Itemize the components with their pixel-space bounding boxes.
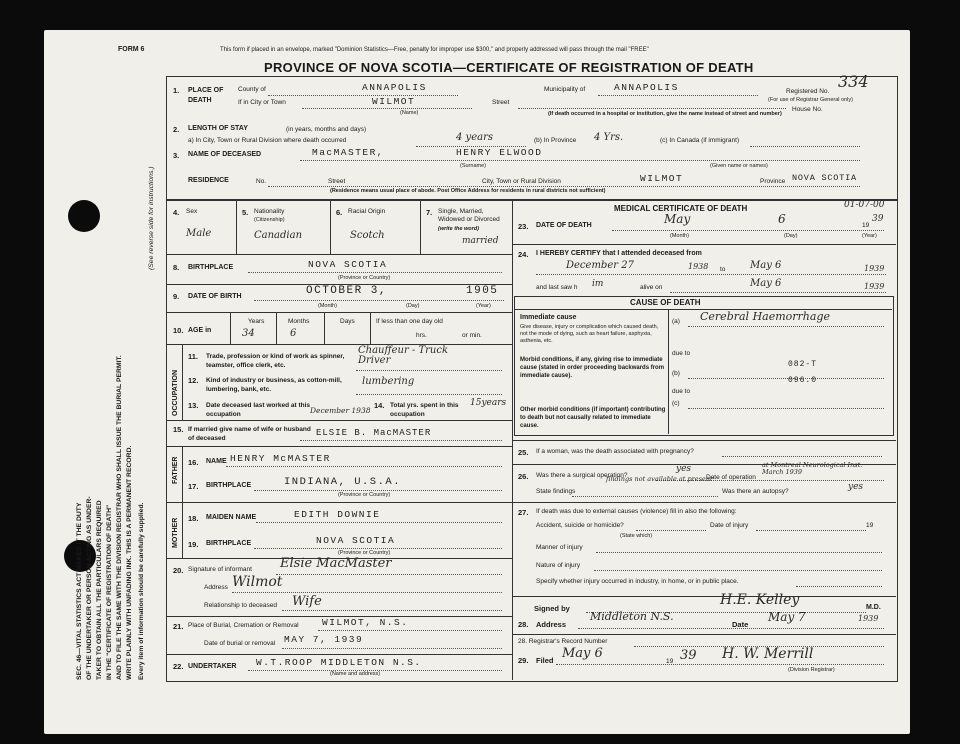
- residence-street-label: Street: [328, 178, 346, 185]
- mother-name-line: [256, 522, 502, 523]
- filed-label: Filed: [536, 656, 554, 665]
- cause-b-line: [688, 378, 884, 379]
- autopsy-label: Was there an autopsy?: [722, 488, 789, 495]
- mother-maiden-name-value: EDITH DOWNIE: [294, 509, 381, 520]
- specify-label: Specify whether injury occurred in industry, in home, or in public place.: [536, 578, 739, 585]
- divider: [182, 502, 183, 558]
- surname-caption: (Surname): [460, 163, 486, 169]
- item-number: 9.: [173, 292, 180, 301]
- divider: [182, 446, 183, 502]
- dob-value: OCTOBER 3,: [306, 285, 388, 297]
- divider: [166, 654, 512, 655]
- divider: [512, 440, 896, 441]
- operation-date-value: at Montreal Neurological Inst. March 1939: [762, 461, 863, 476]
- divider: [230, 312, 231, 344]
- side-line: IN THE "CERTIFICATE OF REGISTRATION OF DEATH": [106, 504, 113, 680]
- surname-value: MacMASTER,: [312, 147, 385, 158]
- item-number: 23.: [518, 222, 529, 231]
- marital-caption: (write the word): [438, 226, 479, 232]
- item-number: 25.: [518, 448, 529, 457]
- total-years-label: Total yrs. spent in this occupation: [390, 402, 459, 418]
- hospital-note: (If death occurred in a hospital or institution, give the name instead of street and number): [548, 111, 782, 117]
- alive-on-label: alive on: [640, 284, 663, 291]
- attended-from-value: December 27: [566, 260, 634, 271]
- immediate-cause-note: Give disease, injury or complication which caused death, not the mode of dying, such as heart failure, asphyxia, asthenia, etc.: [520, 324, 659, 344]
- total-years-value: 15years: [470, 398, 507, 408]
- divider: [512, 244, 896, 245]
- manner-line: [596, 552, 882, 553]
- length-of-stay-note: (in years, months and days): [286, 126, 367, 133]
- city-value: WILMOT: [372, 96, 416, 107]
- specify-line: [796, 586, 882, 587]
- industry-value: lumbering: [362, 376, 415, 387]
- birthplace-line: [248, 272, 502, 273]
- cause-b-code: 082-T: [788, 360, 818, 369]
- father-birthplace-value: INDIANA, U.S.A.: [284, 476, 402, 488]
- house-no-label: House No.: [792, 106, 823, 113]
- page-title: PROVINCE OF NOVA SCOTIA—CERTIFICATE OF REGISTRATION OF DEATH: [264, 60, 754, 75]
- relationship-value: Wife: [292, 594, 322, 609]
- nationality-value: Canadian: [254, 230, 303, 241]
- birthplace-label: BIRTHPLACE: [188, 264, 234, 271]
- cause-of-death-heading: CAUSE OF DEATH: [630, 298, 701, 307]
- nationality-label: Nationality: [254, 208, 285, 215]
- divider: [324, 312, 325, 344]
- stay-city-label: a) In City, Town or Rural Division where death occurred: [188, 137, 347, 144]
- item-number: 14.: [374, 401, 385, 410]
- stay-canada-line: [750, 146, 860, 147]
- nature-label: Nature of injury: [536, 562, 581, 569]
- days-label: Days: [340, 318, 355, 325]
- county-label: County of: [238, 86, 266, 93]
- md-label: M.D.: [866, 604, 881, 611]
- last-saw-year: 1939: [864, 282, 885, 291]
- father-birthplace-label: BIRTHPLACE: [206, 482, 252, 489]
- side-line: OF THE UNDERTAKER OR PERSON ACTING AS UNDER-: [86, 496, 93, 680]
- burial-date-label: Date of burial or removal: [204, 640, 276, 647]
- divider: [166, 446, 512, 447]
- country-caption: (Province or Country): [338, 492, 391, 498]
- year-caption: (Year): [476, 303, 491, 309]
- county-line: [268, 95, 458, 96]
- filed-line: [556, 664, 884, 665]
- immediate-cause-label: Immediate cause: [520, 314, 577, 321]
- to-label: to: [720, 266, 726, 273]
- medical-heading: MEDICAL CERTIFICATE OF DEATH: [614, 204, 748, 213]
- minutes-label: or min.: [462, 332, 482, 339]
- burial-place-label: Place of Burial, Cremation or Removal: [188, 622, 299, 629]
- division-registrar-caption: (Division Registrar): [788, 667, 835, 673]
- findings-line: [572, 496, 718, 497]
- last-saw-label: and last saw h: [536, 284, 578, 291]
- dob-year-value: 1905: [466, 285, 499, 297]
- item-number: 2.: [173, 125, 180, 134]
- death-month-value: May: [664, 212, 691, 226]
- side-line: TAKER TO OBTAIN ALL THE PARTICULARS REQUIRED: [96, 500, 103, 680]
- signed-date-value: May 7: [768, 610, 806, 624]
- months-label: Months: [288, 318, 310, 325]
- spouse-value: ELSIE B. MacMASTER: [316, 428, 432, 438]
- municipality-label: Municipality of: [544, 86, 586, 93]
- divider: [166, 344, 512, 345]
- birthplace-value: NOVA SCOTIA: [308, 259, 388, 270]
- dob-label: DATE OF BIRTH: [188, 293, 242, 300]
- divider: [512, 502, 896, 503]
- item-number: 15.: [173, 425, 184, 434]
- residence-province-value: NOVA SCOTIA: [792, 173, 857, 183]
- date-of-death-label: DATE OF DEATH: [536, 222, 592, 229]
- divider: [370, 312, 371, 344]
- informant-label: Signature of informant: [188, 566, 252, 573]
- divider: [166, 312, 512, 313]
- punch-hole-top: [68, 200, 100, 232]
- stay-canada-label: (c) In Canada (if immigrant): [660, 137, 740, 144]
- item-number: 28.: [518, 620, 529, 629]
- street-line: [518, 108, 786, 109]
- residence-city-value: WILMOT: [640, 173, 684, 184]
- undertaker-caption: (Name and address): [330, 671, 381, 677]
- residence-province-label: Province: [760, 178, 786, 185]
- residence-city-label: City, Town or Rural Division: [482, 178, 561, 185]
- father-birthplace-line: [254, 490, 502, 491]
- attended-label: I HEREBY CERTIFY that I attended deceased from: [536, 250, 702, 257]
- months-value: 6: [290, 328, 297, 339]
- other-conditions-label: Other morbid conditions (if important) contributing to death but not causally related to immediate cause.: [520, 407, 666, 429]
- pregnancy-label: If a woman, was the death associated with pregnancy?: [536, 448, 694, 455]
- findings-label: State findings: [536, 488, 576, 495]
- divider: [330, 200, 331, 254]
- year-caption: (Year): [862, 233, 877, 239]
- physician-signature: H.E. Kelley: [720, 592, 800, 608]
- last-saw-date: May 6: [750, 278, 782, 289]
- informant-address-value: Wilmot: [232, 574, 283, 590]
- stay-province-value: 4 Yrs.: [594, 132, 624, 143]
- sex-value: Male: [186, 228, 212, 239]
- last-worked-label: Date deceased last worked at this occupation: [206, 402, 311, 418]
- given-names-value: HENRY ELWOOD: [456, 147, 543, 158]
- item-number: 16.: [188, 458, 199, 467]
- cause-a-line: [688, 326, 884, 327]
- side-line: WRITE PLAINLY WITH UNFADING INK. THIS IS A PERMANENT RECORD.: [126, 445, 133, 680]
- manner-label: Manner of injury: [536, 544, 583, 551]
- month-caption: (Month): [318, 303, 337, 309]
- item-number: 1.: [173, 86, 180, 95]
- item-number: 7.: [426, 208, 433, 217]
- injury-year-prefix: 19: [866, 522, 874, 529]
- length-of-stay-label: LENGTH OF STAY: [188, 125, 248, 132]
- industry-line: [356, 394, 502, 395]
- pregnancy-line: [722, 456, 882, 457]
- mother-birthplace-label: BIRTHPLACE: [206, 540, 252, 547]
- divider: [166, 199, 897, 201]
- cause-a-value: Cerebral Haemorrhage: [700, 310, 830, 323]
- residence-label: RESIDENCE: [188, 177, 229, 184]
- informant-line: [276, 574, 502, 575]
- registrar-number-label: 28. Registrar's Record Number: [518, 638, 608, 645]
- item-number: 19.: [188, 540, 199, 549]
- filed-year-prefix: 19: [666, 658, 674, 665]
- country-caption: (Province or Country): [338, 550, 391, 556]
- side-line: (See reverse side for instructions.): [148, 166, 155, 270]
- item-number: 20.: [173, 566, 184, 575]
- occupation-side-label: OCCUPATION: [172, 369, 179, 416]
- birthplace-caption: (Province or Country): [338, 275, 391, 281]
- physician-address-label: Address: [536, 620, 567, 629]
- mother-side-label: MOTHER: [172, 517, 179, 548]
- item-number: 12.: [188, 376, 199, 385]
- industry-label: Kind of industry or business, as cotton-mill, lumbering, bank, etc.: [206, 377, 342, 393]
- name-of-deceased-label: NAME OF DECEASED: [188, 151, 262, 158]
- day-caption: (Day): [406, 303, 420, 309]
- name-caption: (Name): [400, 110, 419, 116]
- divider: [166, 420, 512, 421]
- mother-birthplace-value: NOVA SCOTIA: [316, 535, 396, 546]
- accident-label: Accident, suicide or homicide?: [536, 522, 624, 529]
- accident-line: [636, 530, 706, 531]
- father-name-value: HENRY McMASTER: [230, 453, 331, 464]
- years-label: Years: [248, 318, 265, 325]
- month-caption: (Month): [670, 233, 689, 239]
- trade-line: [356, 370, 502, 371]
- residence-note: (Residence means usual place of abode. Post Office Address for residents in rural districts not sufficient): [330, 188, 606, 194]
- registrar-signature: H. W. Merrill: [722, 646, 814, 662]
- undertaker-value: W.T.ROOP MIDDLETON N.S.: [256, 657, 422, 668]
- undertaker-label: UNDERTAKER: [188, 663, 237, 670]
- municipality-value: ANNAPOLIS: [614, 82, 679, 93]
- day-caption: (Day): [784, 233, 798, 239]
- divider: [236, 200, 237, 254]
- physician-address-value: Middleton N.S.: [590, 610, 674, 623]
- hours-label: hrs.: [416, 332, 427, 339]
- item-number: 22.: [173, 662, 184, 671]
- autopsy-value: yes: [848, 482, 864, 492]
- trade-label: Trade, profession or kind of work as spinner, teamster, office clerk, etc.: [206, 353, 345, 369]
- dob-line: [254, 300, 504, 301]
- item-number: 4.: [173, 208, 180, 217]
- injury-date-label: Date of injury: [710, 522, 749, 529]
- city-label: If in City or Town: [238, 99, 286, 106]
- divider: [512, 634, 896, 635]
- marital-status-label: Single, Married, Widowed or Divorced: [438, 208, 500, 223]
- item-number: 21.: [173, 622, 184, 631]
- relationship-label: Relationship to deceased: [204, 602, 277, 609]
- item-number: 13.: [188, 401, 199, 410]
- street-label: Street: [492, 99, 510, 106]
- city-line: [302, 108, 472, 109]
- divider: [668, 310, 669, 434]
- given-caption: (Given name or names): [710, 163, 768, 169]
- cause-c-line: [688, 408, 884, 409]
- name-line: [300, 160, 860, 161]
- sex-label: Sex: [186, 208, 198, 215]
- years-value: 34: [242, 328, 255, 339]
- side-line: AND TO FILE THE SAME WITH THE DIVISION REGISTRAR WHO SHALL ISSUE THE BURIAL PERMIT.: [116, 355, 123, 680]
- attended-to-value: May 6: [750, 260, 782, 271]
- date-of-death-line: [612, 230, 884, 231]
- filed-year-value: 39: [680, 648, 697, 663]
- divider: [276, 312, 277, 344]
- last-worked-value: December 1938: [310, 406, 371, 415]
- father-name-line: [226, 466, 502, 467]
- cause-c-code: 096.0: [788, 376, 818, 385]
- father-name-label: NAME: [206, 458, 227, 465]
- item-number: 26.: [518, 472, 529, 481]
- item-number: 24.: [518, 250, 529, 259]
- item-number: 11.: [188, 352, 199, 361]
- stay-city-value: 4 years: [456, 132, 493, 143]
- age-label: AGE in: [188, 327, 212, 334]
- due-to-label: due to: [672, 350, 691, 357]
- item-number: 29.: [518, 656, 529, 665]
- injury-date-line: [756, 530, 866, 531]
- signed-year-value: 1939: [858, 614, 879, 623]
- item-number: 18.: [188, 514, 199, 523]
- place-of-death-label: PLACE OF DEATH: [188, 87, 224, 104]
- signed-by-label: Signed by: [534, 604, 570, 613]
- item-number: 27.: [518, 508, 529, 517]
- death-day-value: 6: [778, 212, 786, 226]
- state-caption: (State which): [620, 533, 653, 539]
- residence-no-label: No.: [256, 178, 267, 185]
- item-number: 10.: [173, 326, 184, 335]
- father-side-label: FATHER: [172, 456, 179, 484]
- county-value: ANNAPOLIS: [362, 82, 427, 93]
- form-number: FORM 6: [118, 46, 145, 53]
- findings-value: findings not available at present: [606, 475, 713, 483]
- operation-date-label: Date of operation: [706, 474, 756, 481]
- burial-place-value: WILMOT, N.S.: [322, 617, 409, 628]
- registered-no-label: Registered No.: [786, 88, 830, 95]
- under-day-label: If less than one day old: [376, 318, 443, 325]
- racial-origin-label: Racial Origin: [348, 208, 386, 215]
- mother-birthplace-line: [254, 548, 502, 549]
- item-number: 3.: [173, 151, 180, 160]
- signed-date-label: Date: [732, 620, 749, 629]
- divider: [182, 344, 183, 420]
- marital-status-value: married: [462, 236, 499, 246]
- item-number: 6.: [336, 208, 343, 217]
- morbid-conditions-label: Morbid conditions, if any, giving rise to immediate cause (stated in order proceeding backwards from immediate cause).: [520, 357, 665, 379]
- item-number: 17.: [188, 482, 199, 491]
- burial-date-line: [282, 648, 502, 649]
- filed-date-value: May 6: [562, 646, 603, 661]
- municipality-line: [598, 95, 758, 96]
- mother-maiden-name-label: MAIDEN NAME: [206, 514, 257, 521]
- last-saw-pronoun: im: [592, 279, 604, 289]
- cause-b-label: (b): [672, 370, 680, 377]
- racial-origin-value: Scotch: [350, 230, 385, 241]
- cause-c-label: (c): [672, 400, 680, 407]
- side-line: SEC. 46—VITAL STATISTICS ACT MAKES IT THE DUTY: [76, 502, 83, 680]
- relationship-line: [282, 610, 502, 611]
- nationality-caption: (Citizenship): [254, 217, 285, 223]
- registered-no-value: 334: [838, 72, 869, 91]
- residence-line: [268, 186, 860, 187]
- informant-address-label: Address: [204, 584, 228, 591]
- attended-from-year: 1938: [688, 262, 709, 271]
- item-number: 5.: [242, 208, 249, 217]
- spouse-line: [300, 440, 502, 441]
- registrar-use-note: (For use of Registrar General only): [768, 97, 853, 103]
- death-year-prefix: 19: [862, 222, 870, 229]
- classification-code: 01-07-00: [844, 200, 885, 210]
- burial-place-line: [318, 630, 502, 631]
- divider: [166, 502, 512, 503]
- last-saw-line: [670, 292, 886, 293]
- attended-line: [536, 274, 886, 275]
- operation-label: Was there a surgical operation?: [536, 472, 628, 479]
- divider: [512, 596, 896, 597]
- divider: [420, 200, 421, 254]
- spouse-label: If married give name of wife or husband of deceased: [188, 426, 311, 442]
- nature-line: [594, 570, 882, 571]
- mail-notice: This form if placed in an envelope, marked "Dominion Statistics—Free, penalty for improper use $300," and properly addressed will pass through the mail "FREE": [220, 47, 649, 53]
- informant-address-line: [232, 592, 502, 593]
- due-to-label: due to: [672, 388, 691, 395]
- trade-value: Chauffeur - Truck Driver: [358, 345, 449, 366]
- death-year-value: 39: [872, 214, 884, 224]
- attended-to-year: 1939: [864, 264, 885, 273]
- divider: [166, 254, 512, 255]
- burial-date-value: MAY 7, 1939: [284, 634, 364, 645]
- informant-signature: Elsie MacMaster: [280, 556, 392, 571]
- item-number: 8.: [173, 263, 180, 272]
- external-causes-label: If death was due to external causes (violence) fill in also the following:: [536, 508, 737, 515]
- cause-a-label: (a): [672, 318, 680, 325]
- operation-value: yes: [676, 464, 692, 474]
- stay-province-label: (b) In Province: [534, 137, 577, 144]
- address-line: [578, 628, 884, 629]
- side-line: Every item of information should be carefully supplied.: [138, 502, 145, 680]
